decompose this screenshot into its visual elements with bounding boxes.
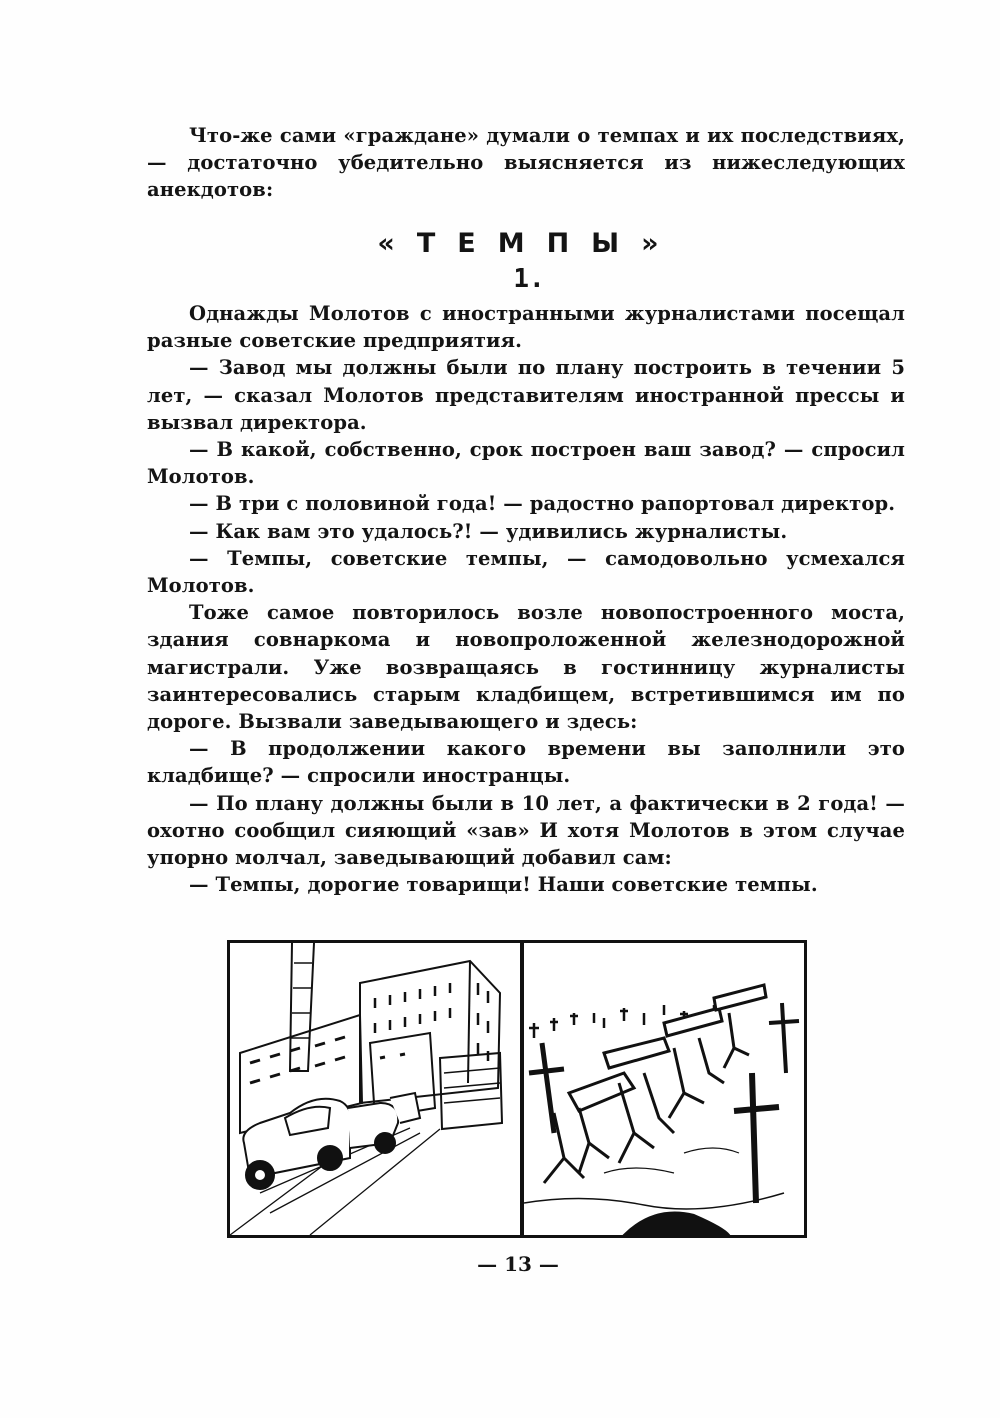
anecdote-number: 1.: [513, 264, 545, 294]
story-paragraph: — В продолжении какого времени вы заполнили это кладбище? — спросили иностранцы.: [147, 737, 905, 788]
story-paragraph: Тоже самое повторилось возле новопостроенного моста, здания совнаркома и новопроложенной железнодорожной магистрали. Уже возвращаясь в гостинницу журналисты заинтересовались старым кладбищем, встретившимся им по дороге. Вызвали заведывающего и здесь:: [147, 601, 905, 734]
story-paragraph: — В какой, собственно, срок построен ваш завод? — спросил Молотов.: [147, 438, 905, 489]
grave-cross: [529, 1043, 564, 1133]
anecdote-body: [147, 300, 905, 898]
story-paragraph: — Завод мы должны были по плану построить в течении 5 лет, — сказал Молотов представителям иностранной прессы и вызвал директора.: [147, 356, 905, 434]
story-paragraph: — Темпы, дорогие товарищи! Наши советские темпы.: [189, 873, 818, 897]
open-grave: [624, 1213, 729, 1236]
story-paragraph: — В три с половиной года! — радостно рапортовал директор.: [189, 492, 896, 516]
factory-drawing: [230, 943, 520, 1235]
chimney: [290, 943, 314, 1071]
grave-cross: [734, 1073, 779, 1203]
cemetery-panel: [524, 943, 804, 1235]
cemetery-drawing: [524, 943, 804, 1235]
cartoon-illustration: [227, 940, 807, 1238]
story-paragraph: — Темпы, советские темпы, — самодовольно усмехался Молотов.: [147, 546, 905, 598]
page-number: — 13 —: [477, 1252, 559, 1276]
intro-paragraph: [147, 122, 905, 204]
story-paragraph: Однажды Молотов с иностранными журналистами посещал разные советские предприятия.: [147, 302, 905, 353]
section-title: «ТЕМПЫ»: [377, 228, 681, 259]
factory-panel: [230, 943, 524, 1235]
intro-text: Что-же сами «граждане» думали о темпах и их последствиях, — достаточно убедительно выясняется из нижеследующих анекдотов:: [147, 124, 905, 202]
story-paragraph: — По плану должны были в 10 лет, а фактически в 2 года! — охотно сообщил сияющий «зав» И хотя Молотов в этом случае упорно молчал, заведывающий добавил сам:: [147, 791, 905, 870]
story-paragraph: — Как вам это удалось?! — удивились журналисты.: [189, 519, 788, 543]
